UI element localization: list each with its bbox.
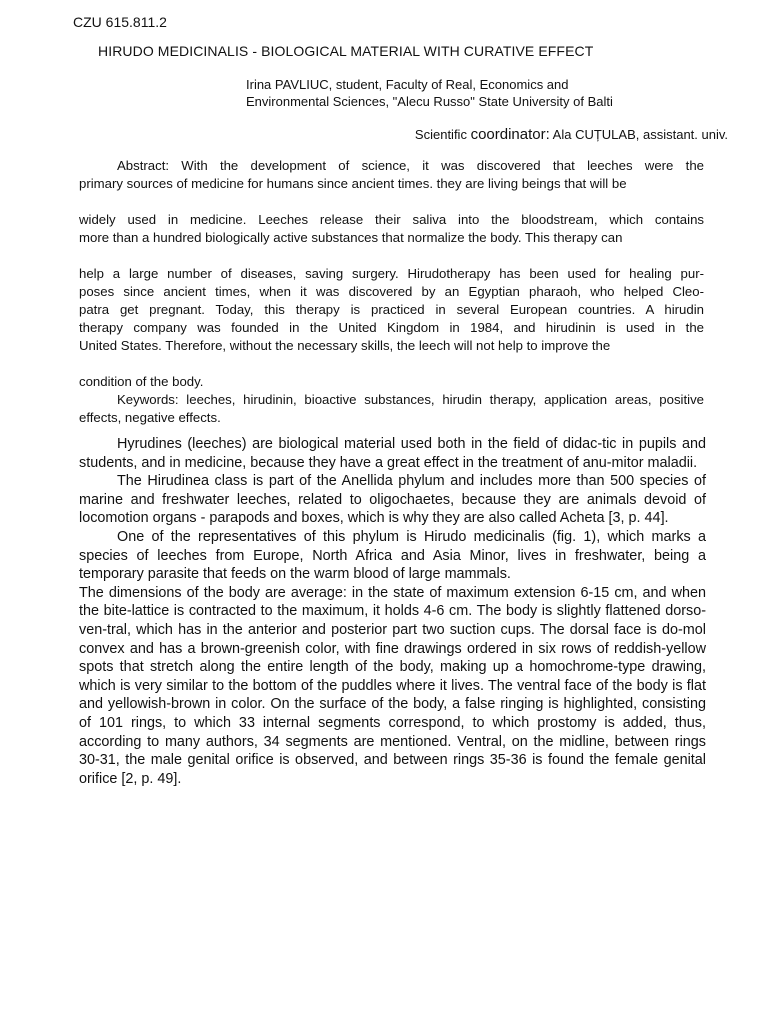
- abstract-line: United States. Therefore, without the necessary skills, the leech will not help to improve the: [79, 338, 611, 353]
- scientific-coordinator: [415, 126, 728, 143]
- article-body: [79, 435, 706, 788]
- udc-code: CZU 615.811.2: [73, 14, 167, 30]
- abstract-section: [79, 157, 704, 427]
- abstract-line: more than a hundred biologically active substances that normalize the body. This therapy can: [79, 230, 623, 245]
- abstract-line: patra get pregnant. Today, this therapy is practiced in several European countries. A hirudin: [79, 302, 704, 317]
- abstract-line: condition of the body.: [79, 374, 204, 389]
- abstract-line: help a large number of diseases, saving surgery. Hirudotherapy has been used for healing pur-: [79, 266, 704, 281]
- body-paragraph: The Hirudinea class is part of the Anellida phylum and includes more than 500 species of marine and freshwater leeches, related to oligochaetes, because they are animals devoid of locomotion organs - parapods and boxes, which is why they are also called Acheta [3, p. 44].: [79, 473, 706, 527]
- coordinator-label-a: Scientific: [414, 127, 471, 142]
- body-paragraph: The dimensions of the body are average: in the state of maximum extension 6-15 cm, and when the bite-lattice is contracted to the maximum, it holds 4-6 cm. The body is slightly flattened dorso-ven-tral, which has in the anterior and posterior part two suction cups. The dorsal face is do-mol convex and has a brown-greenish color, with fine drawings ordered in six rows of reddish-yellow spots that stretch along the entire length of the body, making up a homochrome-type drawing, which is very similar to the bottom of the puddles where it lives. The ventral face of the body is flat and yellowish-brown in color. On the surface of the body, a false ringing is highlighted, consisting of 101 rings, to which 33 internal segments correspond, to which prostomy is added, thus, according to many authors, 34 segments are mentioned. Ventral, on the midline, between rings 30-31, the male genital orifice is observed, and between rings 35-36 is found the female genital orifice [2, p. 49].: [79, 584, 706, 787]
- article-title: HIRUDO MEDICINALIS - BIOLOGICAL MATERIAL WITH CURATIVE EFFECT: [98, 43, 594, 59]
- abstract-line: primary sources of medicine for humans since ancient times. they are living beings that will be: [79, 176, 627, 191]
- author-info: [246, 76, 686, 110]
- abstract-line: widely used in medicine. Leeches release their saliva into the bloodstream, which contains: [79, 212, 704, 227]
- abstract-line: Abstract: With the development of science, it was discovered that leeches were the: [117, 158, 704, 173]
- body-paragraph: Hyrudines (leeches) are biological material used both in the field of didac-tic in pupils and students, and in medicine, because they have a great effect in the treatment of anu-mitor maladii.: [79, 436, 706, 471]
- author-line-1: Irina PAVLIUC, student, Faculty of Real, Economics and: [246, 77, 569, 92]
- keywords: Keywords: leeches, hirudinin, bioactive substances, hirudin therapy, application areas, positive effects, negative effects.: [79, 392, 704, 425]
- abstract-line: poses since ancient times, when it was discovered by an Egyptian pharaoh, who helped Cleo-: [79, 284, 704, 299]
- coordinator-label-b: coordinator:: [470, 126, 550, 143]
- abstract-line: therapy company was founded in the United Kingdom in 1984, and hirudinin is used in the: [79, 320, 704, 335]
- author-line-2: Environmental Sciences, "Alecu Russo" State University of Balti: [246, 94, 613, 109]
- body-paragraph: One of the representatives of this phylum is Hirudo medicinalis (fig. 1), which marks a species of leeches from Europe, North Africa and Asia Minor, lives in freshwater, being a temporary parasite that feeds on the warm blood of large mammals.: [79, 528, 706, 583]
- coordinator-name: Ala CUȚULAB, assistant. univ.: [549, 127, 728, 142]
